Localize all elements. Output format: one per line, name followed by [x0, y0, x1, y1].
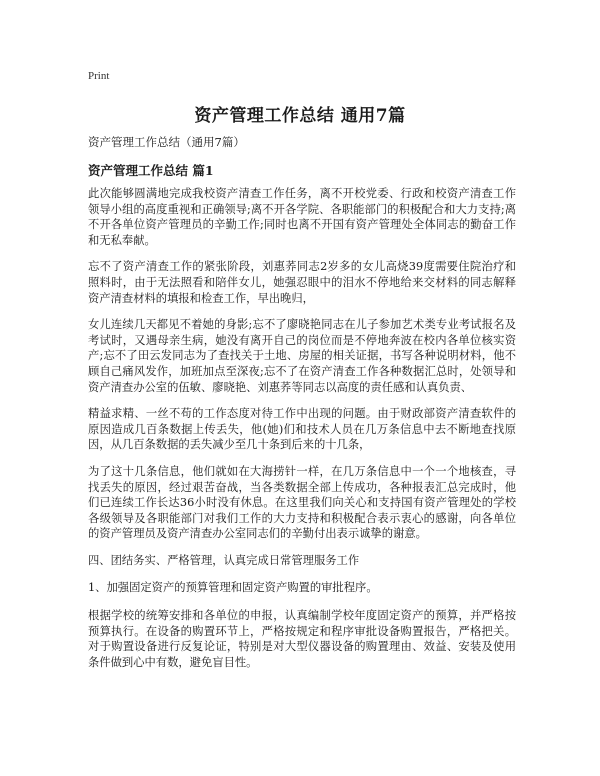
document-subtitle: 资产管理工作总结（通用7篇） [88, 135, 245, 149]
paragraph-7: 1、加强固定资产的预算管理和固定资产购置的审批程序。 [88, 581, 378, 595]
document-body [88, 186, 516, 681]
paragraph-6: 四、团结务实、严格管理，认真完成日常管理服务工作 [88, 553, 360, 567]
paragraph-5: 为了这十几条信息，他们就如在大海捞针一样，在几万条信息中一个一个地核查，寻找丢失的原因，经过艰苦奋战，当各类数据全部上传成功，各种报表汇总完成时，他们已连续工作长达36小时没有休息。在这里我们向关心和支持国有资产管理处的学校各级领导及各职能部门对我们工作的大力支持和积极配合表示衷心的感谢，向各单位的资产管理员及资产清查办公室同志们的辛勤付出表示诚挚的谢意。 [88, 464, 516, 541]
page-title: 资产管理工作总结 通用7篇 [194, 106, 406, 126]
print-label[interactable]: Print [88, 70, 110, 82]
paragraph-4: 精益求精、一丝不苟的工作态度对待工作中出现的问题。由于财政部资产清查软件的原因造成几百条数据上传丢失，他(她)们和技术人员在几万条信息中去不断地查找原因，从几百条数据的丢失减少至几十条到后来的十几条， [88, 407, 516, 452]
paragraph-3: 女儿连续几天都见不着她的身影;忘不了廖晓艳同志在儿子参加艺术类专业考试报名及考试时，又遇母亲生病，她没有离开自己的岗位而是不停地奔波在校内各单位核实资产;忘不了田云发同志为了查找关于土地、房屋的相关证据，书写各种说明材料，他不顾自己痛风发作，加班加点至深夜;忘不了在资产清查工作各种数据汇总时，处领导和资产清查办公室的伍敏、廖晓艳、刘惠荞等同志以高度的责任感和认真负责、 [88, 318, 516, 394]
paragraph-1: 此次能够圆满地完成我校资产清查工作任务，离不开校党委、行政和校资产清查工作领导小组的高度重视和正确领导;离不开各学院、各职能部门的积极配合和大力支持;离不开各单位资产管理员的辛勤工作;同时也离不开国有资产管理处全体同志的勤奋工作和无私奉献。 [88, 187, 516, 247]
paragraph-2: 忘不了资产清查工作的紧张阶段，刘惠荞同志2岁多的女儿高烧39度需要住院治疗和照料时，由于无法照看和陪伴女儿，她强忍眼中的泪水不停地给来交材料的同志解释资产清查材料的填报和检查工作，早出晚归， [88, 260, 516, 305]
section-heading: 资产管理工作总结 篇1 [88, 163, 214, 178]
paragraph-8: 根据学校的统筹安排和各单位的申报，认真编制学校年度固定资产的预算，并严格按预算执行。在设备的购置环节上，严格按规定和程序审批设备购置报告，严格把关。对于购置设备进行反复论证，特别是对大型仪器设备的购置理由、效益、安装及使用条件做到心中有数，避免盲目性。 [88, 609, 516, 669]
